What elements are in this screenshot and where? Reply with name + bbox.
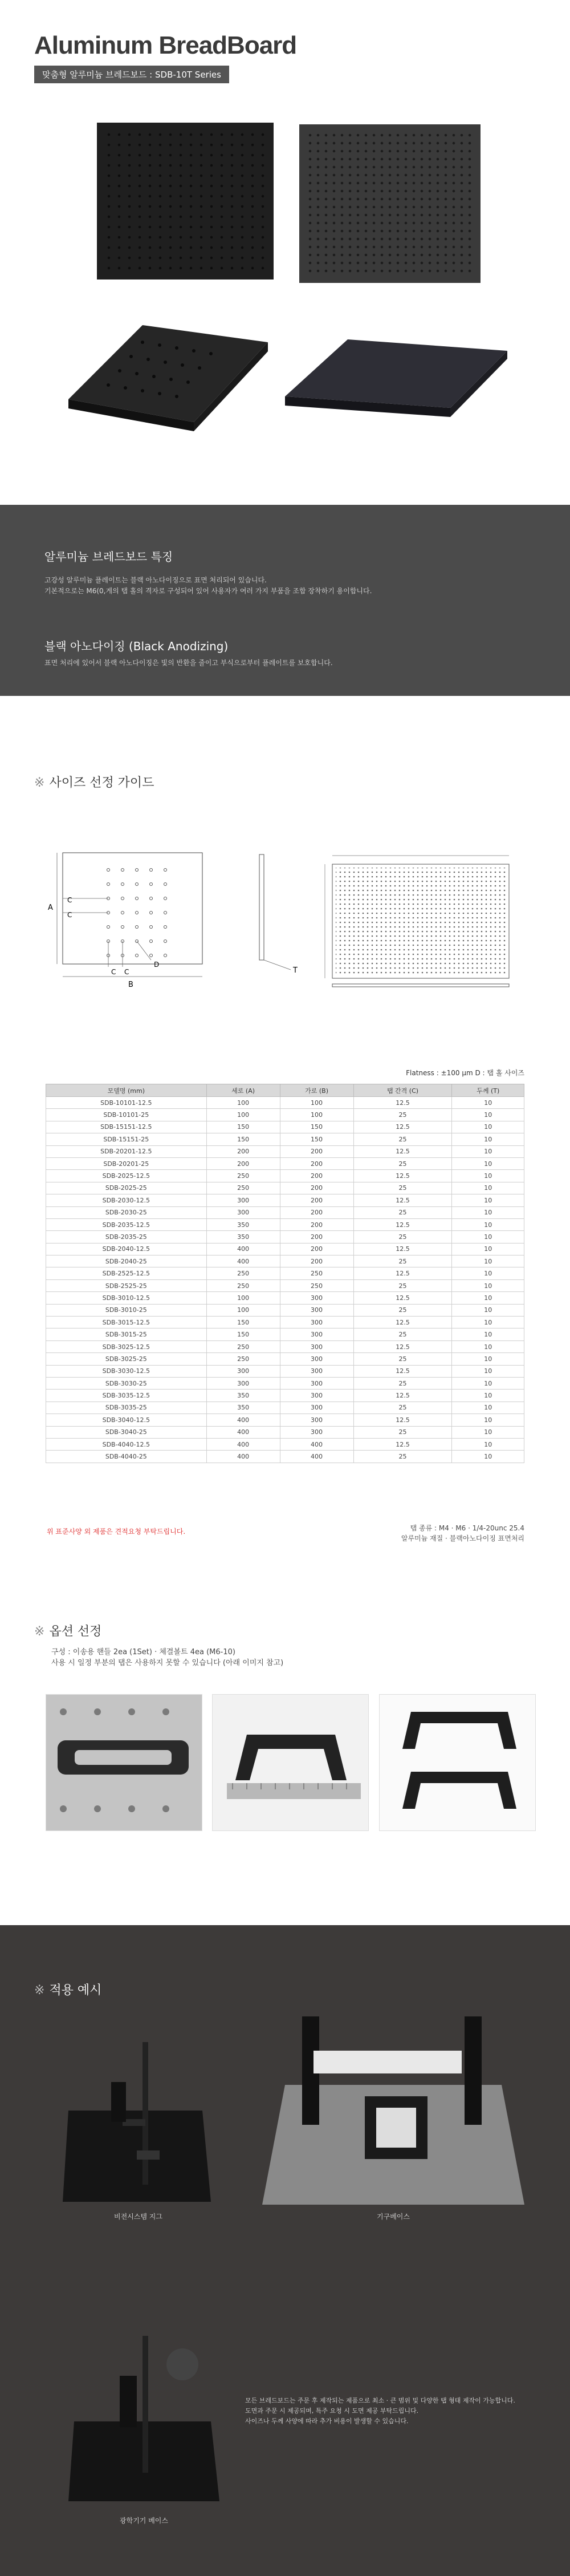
table-row: [46, 1377, 524, 1389]
table-cell: 300: [206, 1206, 280, 1218]
table-cell: 100: [206, 1097, 280, 1109]
table-cell: 400: [280, 1438, 353, 1450]
table-cell: 25: [353, 1451, 452, 1463]
table-row: [46, 1353, 524, 1365]
page-title: Aluminum BreadBoard: [34, 31, 297, 59]
table-cell: SDB-2040-12.5: [46, 1243, 207, 1255]
table-cell: 100: [280, 1109, 353, 1121]
table-cell: 10: [452, 1255, 524, 1267]
table-cell: 150: [280, 1121, 353, 1133]
table-cell: 25: [353, 1353, 452, 1365]
table-row: [46, 1279, 524, 1291]
table-cell: 250: [206, 1267, 280, 1279]
table-cell: 10: [452, 1328, 524, 1340]
table-cell: SDB-3030-25: [46, 1377, 207, 1389]
table-cell: 25: [353, 1157, 452, 1169]
table-cell: 12.5: [353, 1243, 452, 1255]
table-cell: 400: [206, 1414, 280, 1426]
dim-label-C-vert2: C: [67, 911, 72, 919]
table-row: [46, 1304, 524, 1316]
table-cell: 200: [280, 1231, 353, 1243]
table-cell: SDB-2525-12.5: [46, 1267, 207, 1279]
table-row: [46, 1170, 524, 1182]
table-cell: SDB-10101-12.5: [46, 1097, 207, 1109]
application-photo-vision-jig: [57, 2019, 219, 2208]
application-title: ※ 적용 예시: [34, 1983, 102, 1998]
flatness-note: Flatness : ±100 μm D : 탭 홀 사이즈: [406, 1069, 524, 1077]
table-header-row: [46, 1084, 524, 1097]
table-cell: 10: [452, 1182, 524, 1194]
table-cell: 10: [452, 1390, 524, 1402]
table-cell: 250: [206, 1353, 280, 1365]
feature-title-1: 알루미늄 브레드보드 특징: [44, 550, 173, 564]
table-cell: 100: [280, 1097, 353, 1109]
table-cell: 250: [280, 1279, 353, 1291]
table-cell: 200: [280, 1255, 353, 1267]
table-cell: 300: [280, 1426, 353, 1438]
table-cell: 10: [452, 1414, 524, 1426]
table-cell: SDB-2035-25: [46, 1231, 207, 1243]
table-cell: 250: [206, 1279, 280, 1291]
table-cell: 400: [280, 1451, 353, 1463]
table-cell: 350: [206, 1390, 280, 1402]
table-cell: 25: [353, 1206, 452, 1218]
table-cell: 25: [353, 1279, 452, 1291]
product-photo-perspective-2: [279, 334, 513, 419]
table-cell: 200: [280, 1243, 353, 1255]
product-photo-perspective-1: [57, 319, 274, 434]
caption-fixture-base: 기구베이스: [377, 2213, 410, 2221]
custom-order-note: 위 표준사양 외 제품은 견적요청 부탁드립니다.: [47, 1528, 186, 1536]
table-row: [46, 1438, 524, 1450]
table-cell: 250: [206, 1170, 280, 1182]
table-row: [46, 1365, 524, 1377]
table-cell: 10: [452, 1206, 524, 1218]
table-cell: SDB-2035-12.5: [46, 1218, 207, 1230]
table-cell: 300: [280, 1390, 353, 1402]
table-cell: 12.5: [353, 1194, 452, 1206]
dim-label-T: T: [293, 966, 298, 975]
table-cell: SDB-2525-25: [46, 1279, 207, 1291]
table-row: [46, 1317, 524, 1328]
table-cell: SDB-2030-25: [46, 1206, 207, 1218]
table-row: [46, 1194, 524, 1206]
table-cell: 10: [452, 1292, 524, 1304]
table-row: [46, 1157, 524, 1169]
dim-label-C-horz2: C: [124, 968, 129, 976]
table-cell: 12.5: [353, 1218, 452, 1230]
table-cell: 100: [206, 1304, 280, 1316]
table-cell: SDB-2025-25: [46, 1182, 207, 1194]
table-row: [46, 1402, 524, 1413]
table-cell: 10: [452, 1157, 524, 1169]
table-cell: 200: [280, 1206, 353, 1218]
table-row: [46, 1426, 524, 1438]
table-row: [46, 1243, 524, 1255]
feature-text-2: 표면 처리에 있어서 블랙 아노다이징은 빛의 반환을 줄이고 부식으로부터 플레이트를 보호합니다.: [44, 659, 333, 667]
table-cell: 12.5: [353, 1121, 452, 1133]
table-row: [46, 1145, 524, 1157]
table-cell: 12.5: [353, 1317, 452, 1328]
table-cell: SDB-3025-25: [46, 1353, 207, 1365]
product-photo-top-view: [97, 123, 274, 280]
table-row: [46, 1121, 524, 1133]
table-row: [46, 1182, 524, 1194]
table-cell: 10: [452, 1402, 524, 1413]
table-cell: SDB-3030-12.5: [46, 1365, 207, 1377]
dim-label-B: B: [128, 981, 133, 989]
option-photo-handle-pair: [379, 1694, 536, 1831]
table-cell: 250: [206, 1182, 280, 1194]
table-cell: 350: [206, 1231, 280, 1243]
table-cell: 300: [280, 1328, 353, 1340]
table-cell: 300: [280, 1414, 353, 1426]
product-photo-top-view-fine: [299, 124, 481, 283]
application-body-text: 모든 브레드보드는 주문 후 제작되는 제품으로 최소 · 큰 범위 및 다양한 탭 형태 제작이 가능합니다. 도면과 주문 시 제공되며, 특주 요청 시 도면 제공 부탁드립니다. 사이즈나 두께 사양에 따라 추가 비용이 발생할 수 있습니다.: [245, 2397, 515, 2425]
table-cell: 10: [452, 1133, 524, 1145]
table-cell: SDB-3035-25: [46, 1402, 207, 1413]
application-photo-optical-base: [63, 2324, 225, 2507]
options-text-2: 사용 시 일정 부분의 탭은 사용하지 못할 수 있습니다 (아래 이미지 참고): [51, 1659, 284, 1667]
table-cell: 200: [206, 1145, 280, 1157]
table-cell: 10: [452, 1109, 524, 1121]
table-cell: 10: [452, 1365, 524, 1377]
table-cell: 300: [280, 1304, 353, 1316]
table-cell: SDB-4040-12.5: [46, 1438, 207, 1450]
table-cell: 10: [452, 1194, 524, 1206]
table-cell: 12.5: [353, 1267, 452, 1279]
table-cell: 12.5: [353, 1390, 452, 1402]
table-cell: 12.5: [353, 1145, 452, 1157]
table-cell: 300: [206, 1377, 280, 1389]
table-cell: SDB-10101-25: [46, 1109, 207, 1121]
table-cell: SDB-3010-25: [46, 1304, 207, 1316]
table-cell: 25: [353, 1304, 452, 1316]
table-row: [46, 1390, 524, 1402]
table-cell: 10: [452, 1451, 524, 1463]
table-cell: 400: [206, 1243, 280, 1255]
table-cell: 10: [452, 1121, 524, 1133]
table-cell: 100: [206, 1292, 280, 1304]
feature-text-1b: 기본적으로는 M6(0,게의 탭 홀의 격자로 구성되어 있어 사용자가 여러 가지 부품을 조합 장착하기 용이합니다.: [44, 587, 372, 595]
table-cell: 200: [280, 1182, 353, 1194]
table-cell: SDB-3040-12.5: [46, 1414, 207, 1426]
caption-vision-jig: 비전시스템 지그: [114, 2213, 162, 2221]
table-row: [46, 1267, 524, 1279]
table-cell: 200: [280, 1145, 353, 1157]
option-photo-handle-ruler: [212, 1694, 369, 1831]
table-cell: 300: [280, 1292, 353, 1304]
table-cell: 300: [280, 1402, 353, 1413]
table-cell: 25: [353, 1109, 452, 1121]
column-header: 탭 간격 (C): [353, 1084, 452, 1097]
table-row: [46, 1206, 524, 1218]
table-row: [46, 1109, 524, 1121]
table-cell: 350: [206, 1402, 280, 1413]
page-header: [34, 31, 296, 83]
table-cell: SDB-2040-25: [46, 1255, 207, 1267]
table-cell: 400: [206, 1438, 280, 1450]
table-cell: SDB-3035-12.5: [46, 1390, 207, 1402]
table-cell: 10: [452, 1426, 524, 1438]
table-row: [46, 1255, 524, 1267]
table-row: [46, 1231, 524, 1243]
table-cell: 10: [452, 1267, 524, 1279]
material-note: 알루미늄 재질 · 블랙아노다이징 표면처리: [401, 1534, 524, 1542]
dim-label-D: D: [154, 961, 160, 969]
table-cell: 400: [206, 1255, 280, 1267]
table-cell: 100: [206, 1109, 280, 1121]
table-cell: 250: [206, 1340, 280, 1352]
table-cell: 10: [452, 1170, 524, 1182]
table-cell: 12.5: [353, 1170, 452, 1182]
table-cell: 150: [206, 1133, 280, 1145]
table-cell: SDB-3025-12.5: [46, 1340, 207, 1352]
table-cell: 250: [280, 1267, 353, 1279]
table-cell: 10: [452, 1218, 524, 1230]
table-cell: 10: [452, 1438, 524, 1450]
table-cell: 25: [353, 1133, 452, 1145]
table-row: [46, 1133, 524, 1145]
dimension-drawing-front: [46, 850, 234, 993]
table-cell: 25: [353, 1255, 452, 1267]
table-cell: 300: [280, 1365, 353, 1377]
table-cell: SDB-15151-25: [46, 1133, 207, 1145]
table-row: [46, 1097, 524, 1109]
table-row: [46, 1292, 524, 1304]
table-cell: SDB-20201-12.5: [46, 1145, 207, 1157]
table-cell: 10: [452, 1340, 524, 1352]
table-cell: 300: [206, 1365, 280, 1377]
column-header: 두께 (T): [452, 1084, 524, 1097]
table-cell: 150: [206, 1317, 280, 1328]
table-cell: 150: [206, 1328, 280, 1340]
dimension-drawing-side: [245, 850, 308, 975]
table-cell: SDB-4040-25: [46, 1451, 207, 1463]
table-cell: 200: [280, 1157, 353, 1169]
table-cell: 10: [452, 1243, 524, 1255]
table-cell: 25: [353, 1231, 452, 1243]
table-cell: 12.5: [353, 1365, 452, 1377]
dim-label-A: A: [48, 904, 53, 912]
table-cell: 10: [452, 1097, 524, 1109]
table-cell: 300: [280, 1340, 353, 1352]
table-cell: 200: [206, 1157, 280, 1169]
table-cell: 25: [353, 1402, 452, 1413]
table-cell: 10: [452, 1145, 524, 1157]
table-cell: SDB-3040-25: [46, 1426, 207, 1438]
table-cell: 12.5: [353, 1097, 452, 1109]
options-text-1: 구성 : 이송용 핸들 2ea (1Set) · 체결볼트 4ea (M6-10): [51, 1648, 235, 1656]
options-title: ※ 옵션 선정: [34, 1625, 102, 1639]
application-photo-fixture-base: [262, 2011, 524, 2210]
table-cell: 12.5: [353, 1414, 452, 1426]
feature-section: [0, 505, 570, 696]
feature-text-1a: 고강성 알루미늄 플레이트는 블랙 아노다이징으로 표면 처리되어 있습니다.: [44, 576, 267, 584]
table-cell: 300: [280, 1317, 353, 1328]
table-cell: 350: [206, 1218, 280, 1230]
table-cell: 25: [353, 1182, 452, 1194]
table-cell: 10: [452, 1377, 524, 1389]
table-cell: 12.5: [353, 1340, 452, 1352]
table-cell: 12.5: [353, 1292, 452, 1304]
table-cell: SDB-15151-12.5: [46, 1121, 207, 1133]
table-cell: 400: [206, 1426, 280, 1438]
table-cell: 25: [353, 1426, 452, 1438]
application-section: [0, 1925, 570, 2576]
caption-optical-base: 광학기기 베이스: [120, 2517, 168, 2525]
table-cell: 300: [206, 1194, 280, 1206]
spec-table: [46, 1084, 524, 1463]
table-cell: SDB-20201-25: [46, 1157, 207, 1169]
table-cell: 300: [280, 1377, 353, 1389]
table-cell: 150: [206, 1121, 280, 1133]
table-row: [46, 1451, 524, 1463]
option-photo-mounted-handle: [46, 1694, 202, 1831]
table-cell: SDB-3010-12.5: [46, 1292, 207, 1304]
table-cell: 200: [280, 1170, 353, 1182]
size-guide-title: ※ 사이즈 선정 가이드: [34, 776, 154, 790]
tap-type-note: 탭 종류 : M4 · M6 · 1/4-20unc 25.4: [410, 1524, 524, 1532]
table-row: [46, 1414, 524, 1426]
dim-label-C-vert1: C: [67, 896, 72, 904]
table-cell: 10: [452, 1353, 524, 1365]
table-cell: 25: [353, 1328, 452, 1340]
table-cell: SDB-2030-12.5: [46, 1194, 207, 1206]
table-row: [46, 1328, 524, 1340]
table-cell: 200: [280, 1194, 353, 1206]
table-cell: 10: [452, 1231, 524, 1243]
table-cell: 10: [452, 1279, 524, 1291]
table-cell: 10: [452, 1317, 524, 1328]
technical-drawing: [311, 847, 530, 995]
table-cell: 150: [280, 1133, 353, 1145]
table-cell: 10: [452, 1304, 524, 1316]
column-header: 세로 (A): [206, 1084, 280, 1097]
table-cell: 300: [280, 1353, 353, 1365]
table-cell: SDB-3015-12.5: [46, 1317, 207, 1328]
table-cell: 200: [280, 1218, 353, 1230]
table-cell: SDB-2025-12.5: [46, 1170, 207, 1182]
table-row: [46, 1340, 524, 1352]
feature-title-2: 블랙 아노다이징 (Black Anodizing): [44, 639, 229, 653]
series-badge: 맞춤형 알루미늄 브레드보드 : SDB-10T Series: [34, 66, 229, 83]
table-cell: 25: [353, 1377, 452, 1389]
table-cell: 400: [206, 1451, 280, 1463]
column-header: 가로 (B): [280, 1084, 353, 1097]
column-header: 모델명 (mm): [46, 1084, 207, 1097]
table-row: [46, 1218, 524, 1230]
table-cell: 12.5: [353, 1438, 452, 1450]
table-cell: SDB-3015-25: [46, 1328, 207, 1340]
dim-label-C-horz1: C: [111, 968, 116, 976]
